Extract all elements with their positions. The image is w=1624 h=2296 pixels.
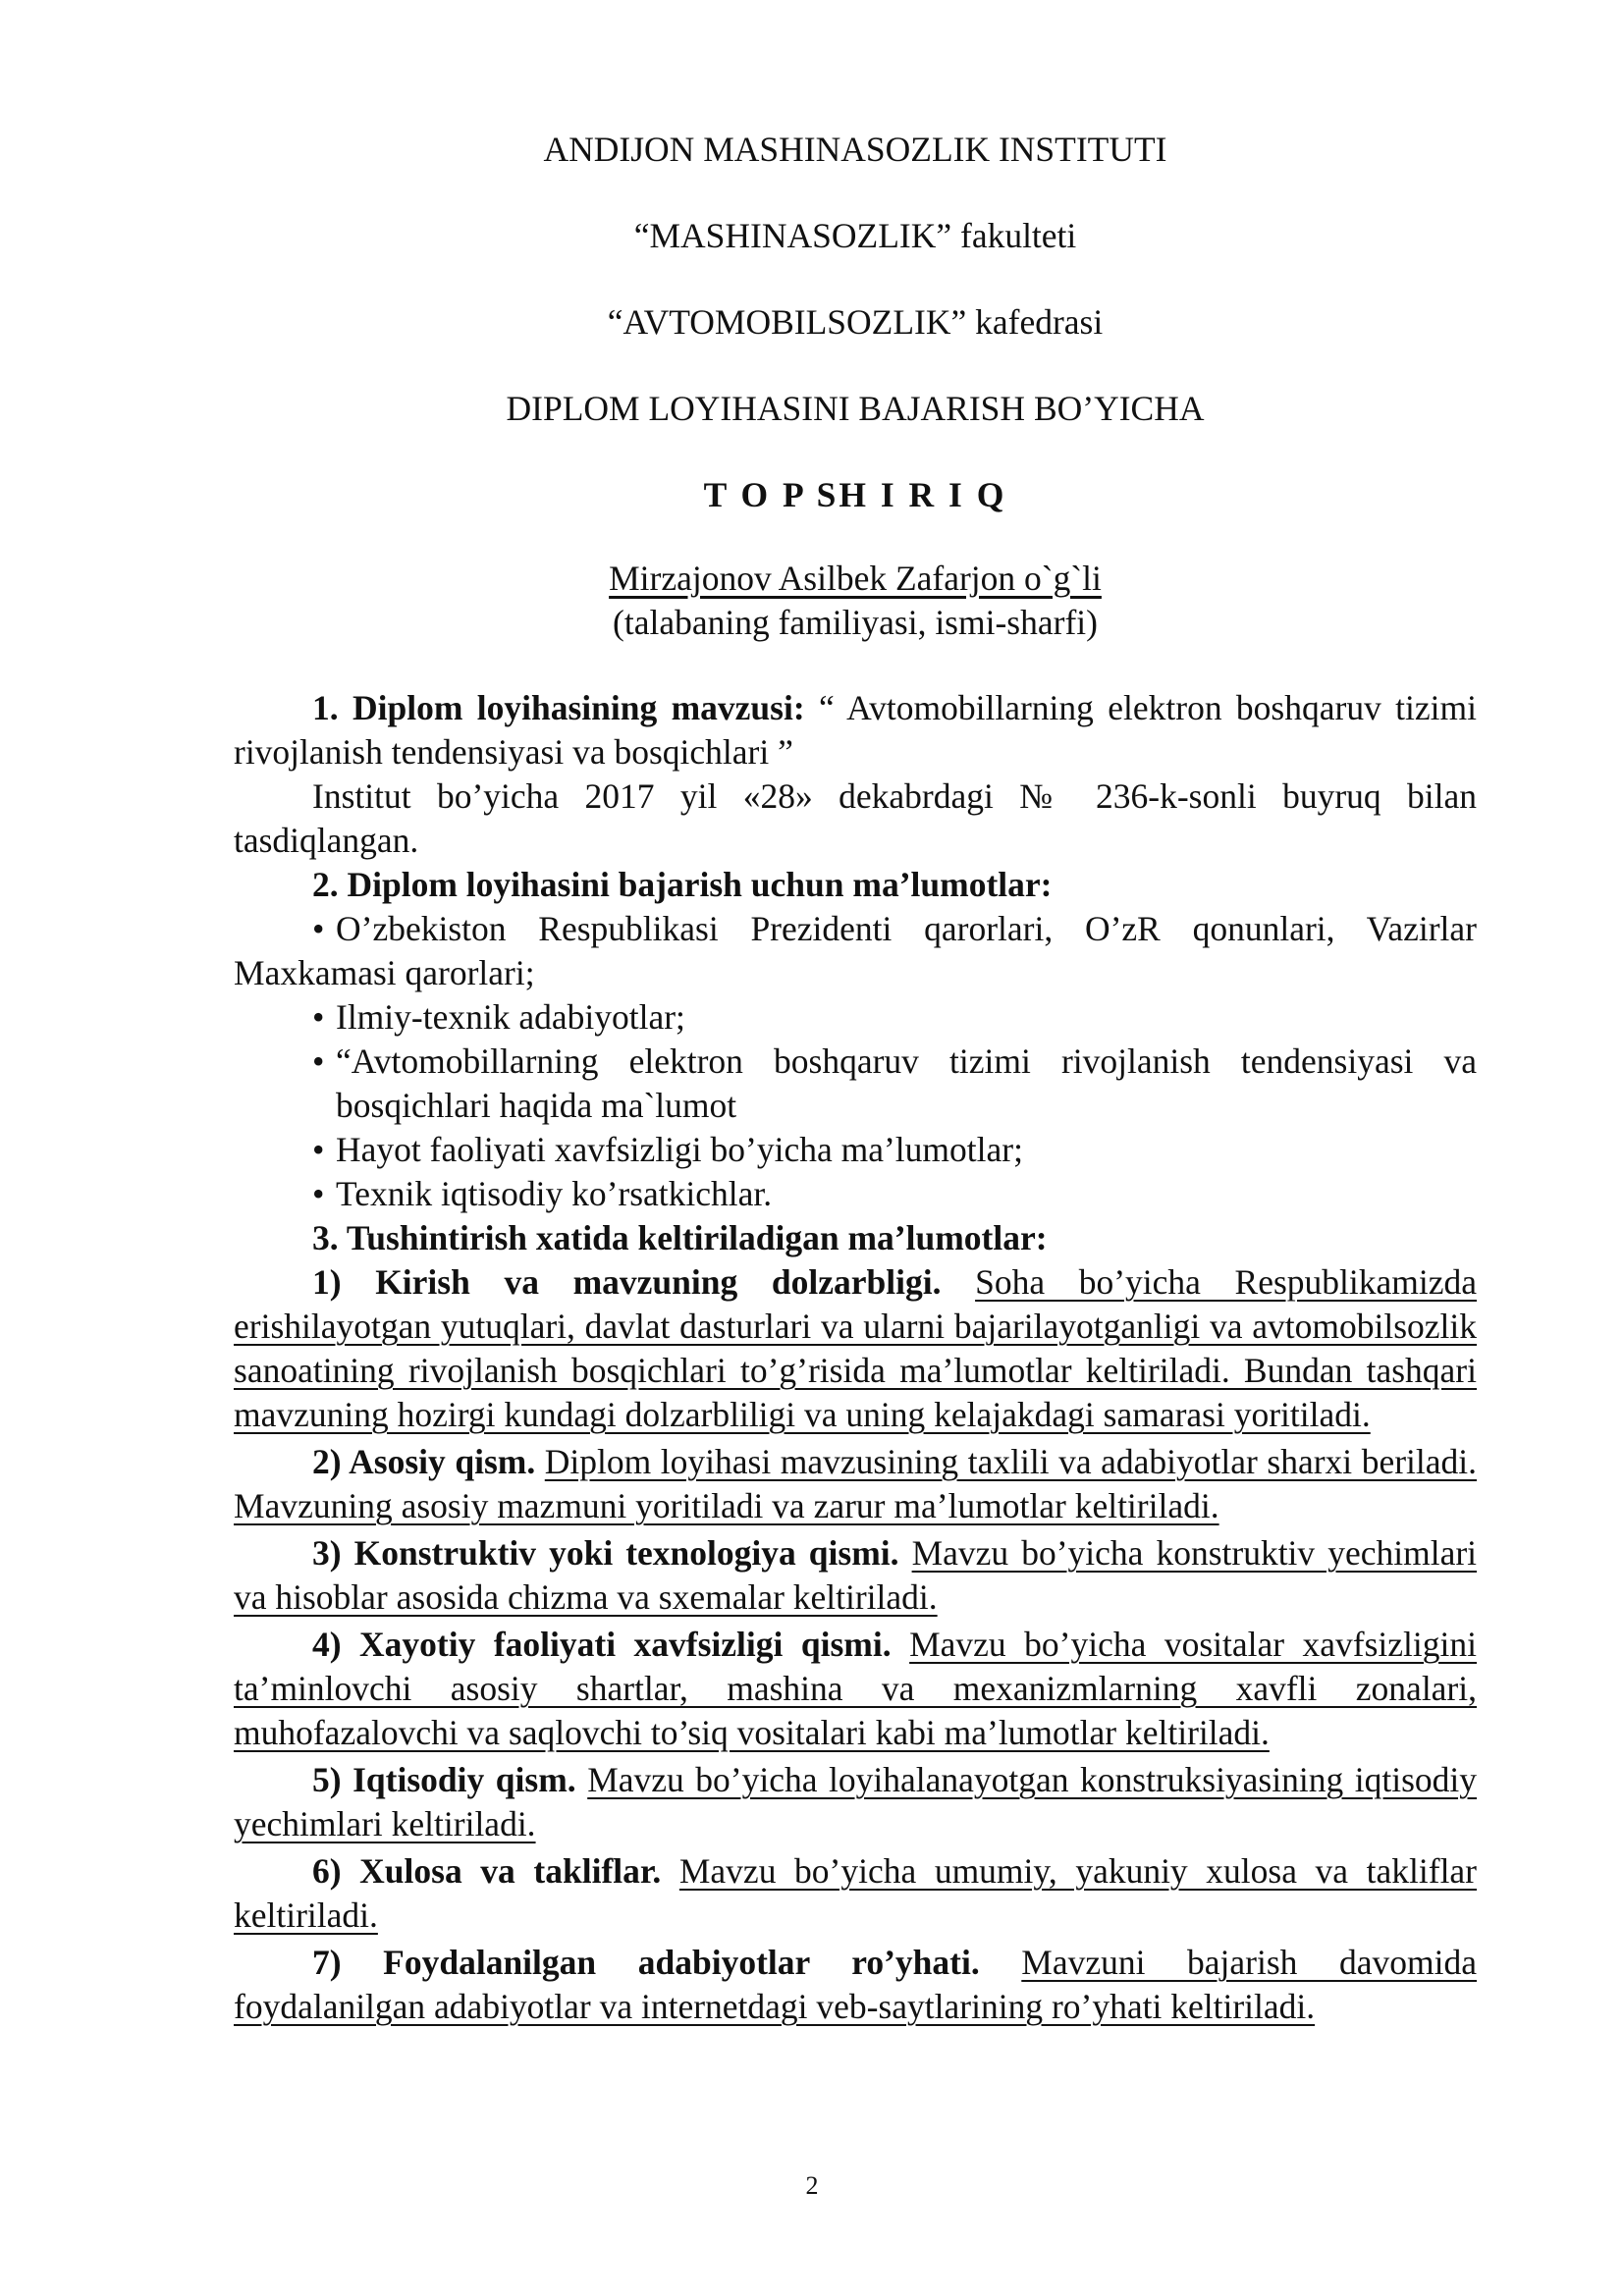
data-section-heading <box>234 863 1477 907</box>
assignment-line: DIPLOM LOYIHASINI BAJARISH BO’YICHA <box>506 389 1205 428</box>
part-paragraph <box>234 1941 1477 2029</box>
part-text: Soha bo’yicha Respublikamizda erishilayotgan yutuqlari, davlat dasturlari va ularni bajarilayotganligi va avtomobilsozlik sanoatining rivojlanish bosqichlari to’g’risida ma’lumotlar keltiriladi. Bundan tashqari mavzuning hozirgi kundagi dolzarbliligi va uning kelajakdagi samarasi yoritiladi. <box>234 1262 1478 1434</box>
approval-paragraph: Institut bo’yicha 2017 yil «28» dekabrdagi № 236-k-sonli buyruq bilan tasdiqlangan. <box>234 776 1477 860</box>
part-paragraph <box>234 1531 1477 1620</box>
part-title: 5) Iqtisodiy qism. <box>312 1760 576 1799</box>
bullet-icon: • <box>312 1041 325 1081</box>
explanatory-label: 3. Tushintirish xatida keltiriladigan ma’lumotlar: <box>312 1218 1048 1257</box>
list-item: • O’zbekiston Respublikasi Prezidenti qarorlari, O’zR qonunlari, Vazirlar Maxkamasi qarorlari; <box>234 909 1477 992</box>
part-text: Mavzuni bajarish davomida foydalanilgan adabiyotlar va internetdagi veb-saytlarining ro’yhati keltiriladi. <box>234 1943 1477 2026</box>
student-name: Mirzajonov Asilbek Zafarjon o`g`li <box>609 559 1102 598</box>
part-paragraph <box>234 1849 1477 1938</box>
part-text: Mavzu bo’yicha vositalar xavfsizligini ta’minlovchi asosiy shartlar, mashina va mexanizmlarning xavfli zonalari, muhofazalovchi va saqlovchi to’siq vositalari kabi ma’lumotlar keltiriladi. <box>234 1625 1477 1752</box>
faculty-name: “MASHINASOZLIK” fakulteti <box>633 216 1077 255</box>
bullet-icon: • <box>312 1130 325 1169</box>
topic-text: “ Avtomobillarning elektron boshqaruv tizimi rivojlanish tendensiyasi va bosqichlari ” <box>234 688 1477 772</box>
part-title: 7) Foydalanilgan adabiyotlar ro’yhati. <box>312 1943 980 1982</box>
page-number: 2 <box>805 2171 819 2200</box>
list-item: • Texnik iqtisodiy ko’rsatkichlar. <box>234 1172 1477 1216</box>
part-title: 2) Asosiy qism. <box>312 1442 536 1481</box>
part-text: Mavzu bo’yicha loyihalanayotgan konstruksiyasining iqtisodiy yechimlari keltiriladi. <box>234 1760 1478 1843</box>
part-title: 3) Konstruktiv yoki texnologiya qismi. <box>312 1533 899 1573</box>
bullet-icon: • <box>312 997 325 1037</box>
department-name: “AVTOMOBILSOZLIK” kafedrasi <box>607 302 1104 342</box>
part-paragraph <box>234 1758 1477 1846</box>
list-item: • “Avtomobillarning elektron boshqaruv tizimi rivojlanish tendensiyasi va bosqichlari haqida ma`lumot <box>312 1041 1477 1125</box>
document-title: T O P SH I R I Q <box>703 475 1007 514</box>
list-item: • Hayot faoliyati xavfsizligi bo’yicha ma’lumotlar; <box>234 1128 1477 1172</box>
bullet-icon: • <box>312 1174 325 1213</box>
document-content <box>234 128 1477 2029</box>
topic-paragraph <box>234 686 1477 774</box>
data-section-label: 2. Diplom loyihasini bajarish uchun ma’lumotlar: <box>312 865 1053 904</box>
student-name-block <box>234 557 1477 601</box>
institute-name: ANDIJON MASHINASOZLIK INSTITUTI <box>543 130 1167 169</box>
part-paragraph <box>234 1623 1477 1755</box>
bullet-icon: • <box>312 909 325 948</box>
part-title: 6) Xulosa va takliflar. <box>312 1851 662 1891</box>
part-paragraph <box>234 1260 1477 1437</box>
data-list <box>234 907 1477 1216</box>
part-paragraph <box>234 1440 1477 1528</box>
part-text: Diplom loyihasi mavzusining taxlili va adabiyotlar sharxi beriladi. Mavzuning asosiy mazmuni yoritiladi va zarur ma’lumotlar keltiriladi. <box>234 1442 1478 1525</box>
list-item: • Ilmiy-texnik adabiyotlar; <box>234 995 1477 1040</box>
explanatory-heading <box>234 1216 1477 1260</box>
part-title: 4) Xayotiy faoliyati xavfsizligi qismi. <box>312 1625 892 1664</box>
part-text: Mavzu bo’yicha umumiy, yakuniy xulosa va takliflar keltiriladi. <box>234 1851 1478 1935</box>
topic-label: 1. Diplom loyihasining mavzusi: <box>312 688 805 727</box>
part-title: 1) Kirish va mavzuning dolzarbligi. <box>312 1262 942 1302</box>
part-text: Mavzu bo’yicha konstruktiv yechimlari va hisoblar asosida chizma va sxemalar keltiriladi. <box>234 1533 1478 1617</box>
student-caption: (talabaning familiyasi, ismi-sharfi) <box>613 603 1098 642</box>
